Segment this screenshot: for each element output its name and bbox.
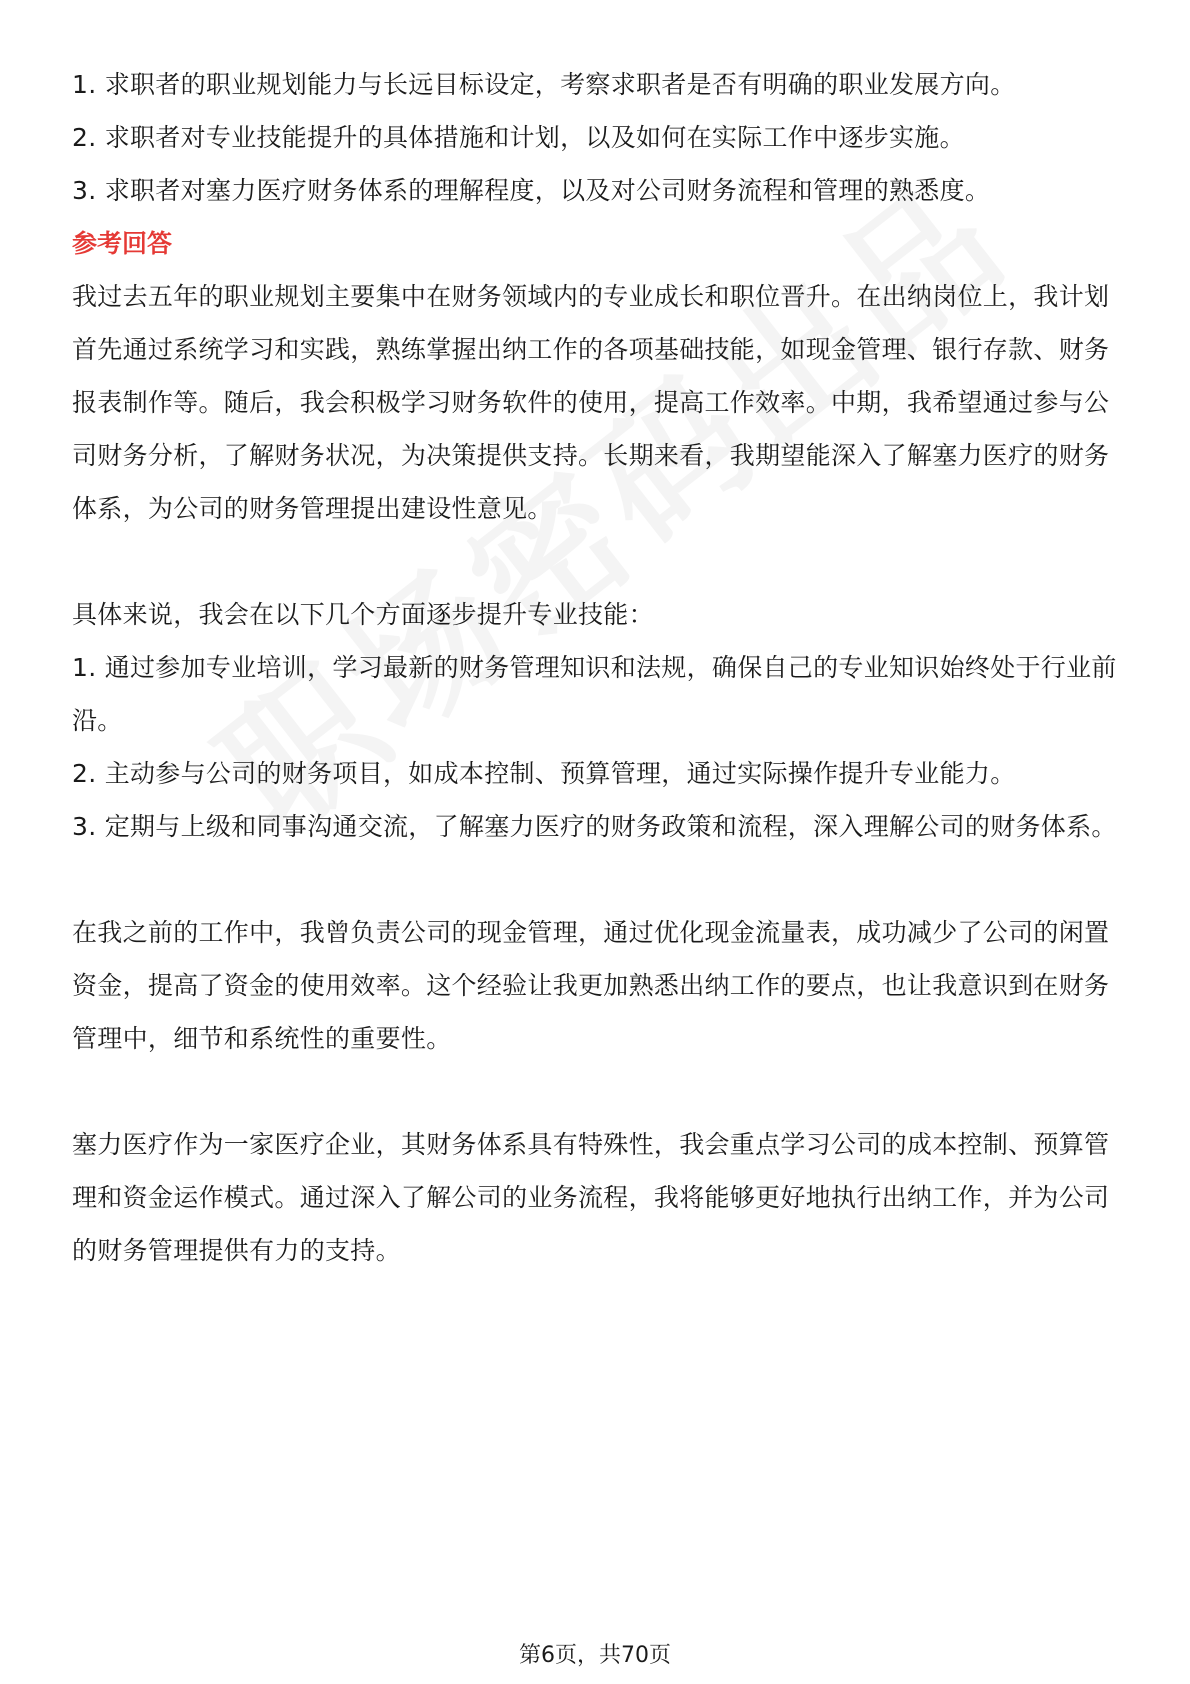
criteria-item-1: 1. 求职者的职业规划能力与长远目标设定，考察求职者是否有明确的职业发展方向。 [72, 70, 1016, 99]
criteria-item-2: 2. 求职者对专业技能提升的具体措施和计划，以及如何在实际工作中逐步实施。 [72, 123, 965, 152]
criteria-item-3: 3. 求职者对塞力医疗财务体系的理解程度，以及对公司财务流程和管理的熟悉度。 [72, 176, 991, 205]
answer-paragraph-2-intro: 具体来说，我会在以下几个方面逐步提升专业技能： [72, 600, 654, 629]
document-page [72, 58, 1122, 1277]
page-footer: 第6页，共70页 [519, 1643, 671, 1668]
answer-paragraph-1: 我过去五年的职业规划主要集中在财务领域内的专业成长和职位晋升。在出纳岗位上，我计划首先通过系统学习和实践，熟练掌握出纳工作的各项基础技能，如现金管理、银行存款、财务报表制作等。随后，我会积极学习财务软件的使用，提高工作效率。中期，我希望通过参与公司财务分析，了解财务状况，为决策提供支持。长期来看，我期望能深入了解塞力医疗的财务体系，为公司的财务管理提出建设性意见。 [72, 282, 1110, 523]
answer-list-item-3: 3. 定期与上级和同事沟通交流，了解塞力医疗的财务政策和流程，深入理解公司的财务体系。 [72, 812, 1117, 841]
section-title: 参考回答 [72, 229, 173, 258]
answer-list-item-2: 2. 主动参与公司的财务项目，如成本控制、预算管理，通过实际操作提升专业能力。 [72, 759, 1016, 788]
answer-list-item-1: 1. 通过参加专业培训，学习最新的财务管理知识和法规，确保自己的专业知识始终处于行业前沿。 [72, 653, 1117, 735]
answer-paragraph-3: 在我之前的工作中，我曾负责公司的现金管理，通过优化现金流量表，成功减少了公司的闲置资金，提高了资金的使用效率。这个经验让我更加熟悉出纳工作的要点，也让我意识到在财务管理中，细节和系统性的重要性。 [72, 918, 1110, 1053]
answer-paragraph-4: 塞力医疗作为一家医疗企业，其财务体系具有特殊性，我会重点学习公司的成本控制、预算管理和资金运作模式。通过深入了解公司的业务流程，我将能够更好地执行出纳工作，并为公司的财务管理提供有力的支持。 [72, 1130, 1110, 1265]
